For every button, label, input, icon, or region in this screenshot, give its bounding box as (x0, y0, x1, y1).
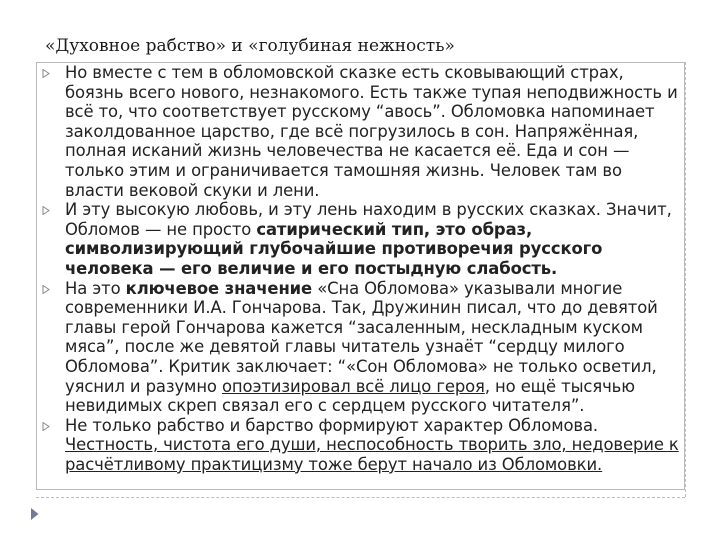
bullet-text: И эту высокую любовь, и эту лень находим в русских сказках. Значит, Обломов — не просто сатирический тип, это образ, символизирующий глубочайшие противоречия русского человека — его величие и его постыдную слабость. (65, 200, 672, 278)
dashed-guide-right (685, 62, 686, 497)
bullet-text: Но вместе с тем в обломовской сказке есть сковывающий страх, боязнь всего нового, незнакомого. Есть также тупая неподвижность и всё то, что соответствует русскому “авось”. Обломовка напоминает заколдованное царство, где всё погрузилось в сон. Напряжённая, полная исканий жизнь человечества не касается её. Еда и сон — только этим и ограничивается тамошняя жизнь. Человек там во власти вековой скуки и лени. (65, 63, 678, 200)
dashed-guide-bottom (36, 497, 685, 498)
slide-title: «Духовное рабство» и «голубиная нежность» (45, 36, 455, 56)
emphasis-text: сатирический тип, это образ, символизирующий глубочайшие противоречия русского человека — его величие и его постыдную слабость. (65, 219, 603, 278)
bullet-item (37, 416, 684, 475)
bullet-list (37, 63, 684, 474)
bullet-item (37, 200, 684, 278)
bullet-text: Не только рабство и барство формируют характер Обломова. Честность, чистота его души, неспособность творить зло, недоверие к расчётливому практицизму тоже берут начало из Обломовки. (65, 415, 679, 474)
triangle-bullet-icon (42, 69, 50, 78)
bullet-item (37, 63, 684, 200)
bullet-text: На это ключевое значение «Сна Обломова» указывали многие современники И.А. Гончарова. Так, Дружинин писал, что до девятой главы герой Гончарова кажется “засаленным, нескладным куском мяса”, после же девятой главы читатель узнаёт “сердцу милого Обломова”. Критик заключает: “«Сон Обломова» не только осветил, уяснил и разумно опоэтизировал всё лицо героя, но ещё тысячью невидимых скреп связал его с сердцем русского читателя”. (65, 278, 658, 416)
triangle-bullet-icon (42, 206, 50, 215)
triangle-bullet-icon (42, 422, 50, 431)
content-box (36, 62, 685, 490)
underlined-text: опоэтизировал всё лицо героя (221, 376, 485, 396)
next-slide-arrow-icon[interactable] (30, 507, 40, 521)
bullet-item (37, 279, 684, 416)
underlined-text: Честность, чистота его души, неспособность творить зло, недоверие к расчётливому практицизму тоже берут начало из Обломовки. (65, 435, 679, 474)
triangle-bullet-icon (42, 285, 50, 294)
emphasis-text: ключевое значение (125, 278, 313, 298)
